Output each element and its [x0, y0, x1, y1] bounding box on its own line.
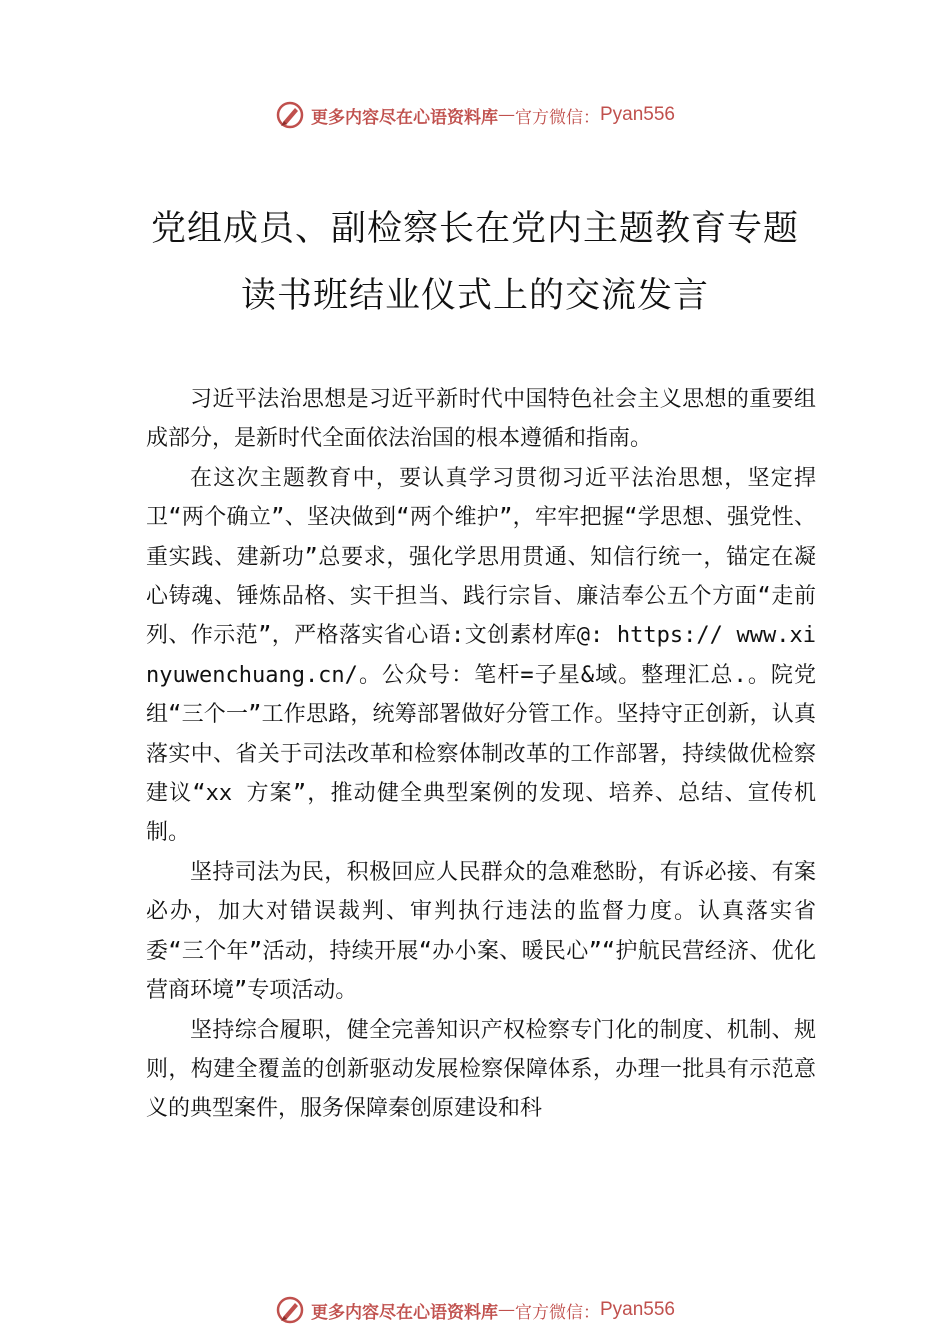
- banner-wechat-label: 官方微信：: [514, 107, 600, 128]
- document-body: [146, 380, 816, 1129]
- banner-wechat-label: 官方微信：: [514, 1302, 600, 1323]
- paragraph-2: 在这次主题教育中，要认真学习贯彻习近平法治思想，坚定捍卫“两个确立”、坚决做到“两个维护”，牢牢把握“学思想、强党性、重实践、建新功”总要求，强化学思用贯通、知信行统一，锚定在凝心铸魂、锤炼品格、实干担当、践行宗旨、廉洁奉公五个方面“走前列、作示范”，严格落实省心语:文创素材库@: https:// www.xinyuwenchuang.cn/。公众号：笔杆=子星&域。整理汇总.。院党组“三个一”工作思路，统筹部署做好分管工作。坚持守正创新，认真落实中、省关于司法改革和检察体制改革的工作部署，持续做优检察建议“xx 方案”，推动健全典型案例的发现、培养、总结、宣传机制。: [146, 465, 816, 846]
- pen-logo-icon: [275, 100, 305, 130]
- paragraph-1: 习近平法治思想是习近平新时代中国特色社会主义思想的重要组成部分，是新时代全面依法治国的根本遵循和指南。: [146, 387, 816, 452]
- paragraph-4: 坚持综合履职，健全完善知识产权检察专门化的制度、机制、规则，构建全覆盖的创新驱动发展检察保障体系，办理一批具有示范意义的典型案件，服务保障秦创原建设和科: [146, 1017, 816, 1122]
- banner-wechat-id: Pyan556: [599, 104, 675, 125]
- pen-logo-icon: [275, 1295, 305, 1325]
- header-banner: [0, 95, 950, 135]
- paragraph-3: 坚持司法为民，积极回应人民群众的急难愁盼，有诉必接、有案必办，加大对错误裁判、审判执行违法的监督力度。认真落实省委“三个年”活动，持续开展“办小案、暖民心”“护航民营经济、优化营商环境”专项活动。: [146, 859, 816, 1004]
- banner-main-text: 更多内容尽在心语资料库: [310, 107, 498, 128]
- document-title-line-1: 党组成员、副检察长在党内主题教育专题: [150, 209, 799, 249]
- footer-banner: [0, 1290, 950, 1330]
- banner-separator: —: [497, 105, 515, 125]
- banner-main-text: 更多内容尽在心语资料库: [310, 1302, 498, 1323]
- banner-separator: —: [497, 1300, 515, 1320]
- banner-wechat-id: Pyan556: [599, 1299, 675, 1320]
- document-title-line-2: 读书班结业仪式上的交流发言: [240, 276, 709, 316]
